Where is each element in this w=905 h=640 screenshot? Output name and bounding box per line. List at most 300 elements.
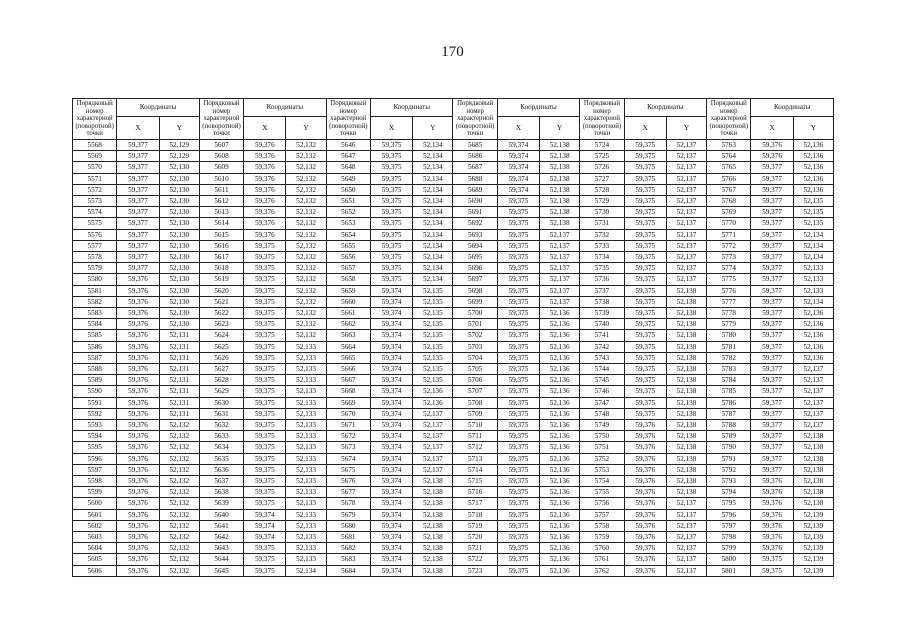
y-cell: 52,138 (666, 464, 706, 475)
point-number-cell: 5765 (707, 162, 751, 173)
point-number-cell: 5593 (73, 420, 117, 431)
point-number-cell: 5620 (199, 285, 243, 296)
x-cell: 59,375 (371, 240, 413, 251)
y-cell: 52,137 (666, 162, 706, 173)
y-cell: 52,136 (540, 554, 580, 565)
x-cell: 59,375 (497, 229, 539, 240)
y-cell: 52,130 (159, 207, 199, 218)
x-cell: 59,375 (624, 397, 666, 408)
x-cell: 59,377 (117, 139, 159, 150)
point-number-cell: 5717 (453, 498, 497, 509)
x-cell: 59,375 (624, 296, 666, 307)
y-cell: 52,132 (159, 532, 199, 543)
x-cell: 59,374 (371, 442, 413, 453)
y-cell: 52,138 (793, 487, 833, 498)
y-cell: 52,137 (793, 375, 833, 386)
point-number-cell: 5801 (707, 565, 751, 576)
x-cell: 59,374 (371, 408, 413, 419)
table-row (73, 509, 834, 520)
x-cell: 59,375 (244, 408, 286, 419)
x-cell: 59,376 (624, 487, 666, 498)
table-row (73, 420, 834, 431)
coordinates-header: Координаты (751, 99, 834, 117)
y-cell: 52,131 (159, 386, 199, 397)
point-number-cell: 5727 (580, 173, 624, 184)
point-number-cell: 5774 (707, 263, 751, 274)
y-cell: 52,136 (540, 453, 580, 464)
point-number-cell: 5787 (707, 408, 751, 419)
x-cell: 59,374 (371, 330, 413, 341)
point-number-cell: 5782 (707, 352, 751, 363)
x-cell: 59,377 (751, 252, 793, 263)
point-number-cell: 5674 (326, 453, 370, 464)
point-number-cell: 5608 (199, 151, 243, 162)
point-number-cell: 5734 (580, 252, 624, 263)
y-cell: 52,129 (159, 151, 199, 162)
y-cell: 52,136 (540, 375, 580, 386)
x-cell: 59,374 (371, 543, 413, 554)
point-number-cell: 5597 (73, 464, 117, 475)
point-number-cell: 5714 (453, 464, 497, 475)
y-cell: 52,130 (159, 252, 199, 263)
y-cell: 52,138 (540, 139, 580, 150)
y-cell: 52,136 (540, 532, 580, 543)
point-number-cell: 5619 (199, 274, 243, 285)
y-cell: 52,139 (793, 565, 833, 576)
x-cell: 59,377 (751, 285, 793, 296)
point-number-cell: 5621 (199, 296, 243, 307)
y-cell: 52,136 (540, 565, 580, 576)
x-cell: 59,377 (751, 207, 793, 218)
x-cell: 59,375 (497, 330, 539, 341)
y-cell: 52,134 (413, 184, 453, 195)
point-number-cell: 5791 (707, 453, 751, 464)
x-cell: 59,375 (497, 207, 539, 218)
point-number-cell: 5628 (199, 375, 243, 386)
y-cell: 52,137 (793, 397, 833, 408)
point-number-cell: 5724 (580, 139, 624, 150)
y-cell: 52,133 (286, 408, 326, 419)
point-number-cell: 5680 (326, 520, 370, 531)
point-number-header: Порядковый номер характерной (поворотной) точки (73, 99, 117, 140)
table-row (73, 173, 834, 184)
x-cell: 59,376 (244, 218, 286, 229)
point-number-cell: 5605 (73, 554, 117, 565)
y-cell: 52,139 (793, 520, 833, 531)
x-cell: 59,377 (751, 195, 793, 206)
x-cell: 59,377 (751, 341, 793, 352)
table-row (73, 285, 834, 296)
coordinates-header: Координаты (624, 99, 706, 117)
y-header: Y (286, 116, 326, 139)
y-cell: 52,134 (413, 263, 453, 274)
point-number-cell: 5636 (199, 464, 243, 475)
table-body (73, 139, 834, 576)
point-number-cell: 5740 (580, 319, 624, 330)
y-cell: 52,138 (666, 431, 706, 442)
x-cell: 59,377 (751, 397, 793, 408)
point-number-cell: 5576 (73, 229, 117, 240)
point-number-cell: 5716 (453, 487, 497, 498)
y-cell: 52,138 (666, 308, 706, 319)
y-cell: 52,134 (286, 565, 326, 576)
x-cell: 59,377 (751, 274, 793, 285)
x-cell: 59,375 (244, 476, 286, 487)
y-cell: 52,130 (159, 263, 199, 274)
x-cell: 59,377 (117, 207, 159, 218)
point-number-cell: 5577 (73, 240, 117, 251)
y-cell: 52,138 (666, 364, 706, 375)
point-number-cell: 5700 (453, 308, 497, 319)
x-cell: 59,374 (371, 498, 413, 509)
y-cell: 52,137 (540, 263, 580, 274)
point-number-cell: 5645 (199, 565, 243, 576)
y-cell: 52,134 (413, 218, 453, 229)
point-number-cell: 5574 (73, 207, 117, 218)
point-number-cell: 5660 (326, 296, 370, 307)
y-cell: 52,130 (159, 240, 199, 251)
point-number-cell: 5746 (580, 386, 624, 397)
point-number-cell: 5643 (199, 543, 243, 554)
x-cell: 59,375 (244, 319, 286, 330)
y-cell: 52,134 (793, 240, 833, 251)
point-number-cell: 5606 (73, 565, 117, 576)
y-cell: 52,137 (540, 229, 580, 240)
y-cell: 52,136 (540, 487, 580, 498)
x-cell: 59,374 (371, 364, 413, 375)
y-cell: 52,135 (413, 296, 453, 307)
point-number-cell: 5687 (453, 162, 497, 173)
point-number-cell: 5589 (73, 375, 117, 386)
point-number-cell: 5639 (199, 498, 243, 509)
x-cell: 59,375 (371, 173, 413, 184)
x-cell: 59,377 (751, 319, 793, 330)
y-cell: 52,132 (286, 330, 326, 341)
x-cell: 59,376 (244, 139, 286, 150)
x-cell: 59,375 (244, 420, 286, 431)
x-cell: 59,376 (117, 308, 159, 319)
point-number-cell: 5594 (73, 431, 117, 442)
y-cell: 52,133 (286, 431, 326, 442)
point-number-cell: 5631 (199, 408, 243, 419)
y-cell: 52,134 (413, 195, 453, 206)
point-number-cell: 5744 (580, 364, 624, 375)
point-number-cell: 5682 (326, 543, 370, 554)
x-cell: 59,375 (371, 252, 413, 263)
point-number-header: Порядковый номер характерной (поворотной) точки (326, 99, 370, 140)
y-cell: 52,135 (413, 285, 453, 296)
y-cell: 52,132 (286, 207, 326, 218)
page-number: 170 (441, 44, 464, 60)
table-row (73, 151, 834, 162)
point-number-cell: 5676 (326, 476, 370, 487)
table-row (73, 464, 834, 475)
point-number-cell: 5742 (580, 341, 624, 352)
x-cell: 59,375 (497, 341, 539, 352)
y-cell: 52,132 (159, 509, 199, 520)
y-cell: 52,132 (159, 431, 199, 442)
table-row (73, 487, 834, 498)
x-cell: 59,376 (117, 442, 159, 453)
y-cell: 52,137 (540, 252, 580, 263)
x-cell: 59,375 (497, 386, 539, 397)
x-cell: 59,375 (371, 263, 413, 274)
y-cell: 52,130 (159, 173, 199, 184)
point-number-cell: 5795 (707, 498, 751, 509)
y-cell: 52,136 (793, 184, 833, 195)
x-header: X (371, 116, 413, 139)
x-cell: 59,375 (624, 408, 666, 419)
y-cell: 52,137 (666, 207, 706, 218)
x-cell: 59,377 (751, 375, 793, 386)
x-cell: 59,374 (371, 308, 413, 319)
x-cell: 59,375 (497, 397, 539, 408)
x-cell: 59,377 (117, 184, 159, 195)
point-number-cell: 5571 (73, 173, 117, 184)
y-cell: 52,136 (540, 330, 580, 341)
x-header: X (624, 116, 666, 139)
point-number-cell: 5698 (453, 285, 497, 296)
y-header: Y (413, 116, 453, 139)
y-cell: 52,130 (159, 296, 199, 307)
y-cell: 52,137 (666, 252, 706, 263)
point-number-cell: 5789 (707, 431, 751, 442)
x-cell: 59,374 (371, 554, 413, 565)
x-cell: 59,375 (624, 364, 666, 375)
point-number-cell: 5573 (73, 195, 117, 206)
x-cell: 59,376 (117, 375, 159, 386)
x-cell: 59,374 (371, 375, 413, 386)
point-number-cell: 5679 (326, 509, 370, 520)
point-number-cell: 5712 (453, 442, 497, 453)
point-number-cell: 5666 (326, 364, 370, 375)
table-row (73, 554, 834, 565)
point-number-cell: 5758 (580, 520, 624, 531)
y-cell: 52,132 (159, 420, 199, 431)
x-cell: 59,375 (244, 442, 286, 453)
x-cell: 59,374 (497, 184, 539, 195)
x-cell: 59,376 (117, 319, 159, 330)
point-number-cell: 5759 (580, 532, 624, 543)
y-cell: 52,132 (159, 464, 199, 475)
point-number-cell: 5673 (326, 442, 370, 453)
point-number-cell: 5691 (453, 207, 497, 218)
x-cell: 59,375 (497, 218, 539, 229)
point-number-cell: 5590 (73, 386, 117, 397)
x-cell: 59,376 (624, 498, 666, 509)
y-cell: 52,138 (413, 543, 453, 554)
x-cell: 59,375 (497, 274, 539, 285)
x-cell: 59,376 (117, 274, 159, 285)
x-cell: 59,375 (497, 364, 539, 375)
point-number-cell: 5697 (453, 274, 497, 285)
table-row (73, 252, 834, 263)
x-cell: 59,376 (117, 285, 159, 296)
x-cell: 59,374 (497, 173, 539, 184)
y-cell: 52,134 (413, 139, 453, 150)
x-cell: 59,375 (624, 375, 666, 386)
x-cell: 59,376 (624, 543, 666, 554)
point-number-cell: 5657 (326, 263, 370, 274)
x-cell: 59,375 (371, 274, 413, 285)
point-number-cell: 5651 (326, 195, 370, 206)
point-number-cell: 5654 (326, 229, 370, 240)
y-cell: 52,138 (666, 408, 706, 419)
point-number-cell: 5762 (580, 565, 624, 576)
point-number-header: Порядковый номер характерной (поворотной) точки (707, 99, 751, 140)
x-cell: 59,375 (497, 375, 539, 386)
point-number-cell: 5585 (73, 330, 117, 341)
table-row (73, 498, 834, 509)
table-row (73, 195, 834, 206)
point-number-cell: 5630 (199, 397, 243, 408)
x-cell: 59,376 (751, 532, 793, 543)
x-cell: 59,375 (624, 341, 666, 352)
y-cell: 52,138 (793, 498, 833, 509)
x-cell: 59,375 (244, 375, 286, 386)
point-number-cell: 5761 (580, 554, 624, 565)
point-number-cell: 5580 (73, 274, 117, 285)
x-cell: 59,376 (117, 554, 159, 565)
point-number-cell: 5607 (199, 139, 243, 150)
y-cell: 52,133 (286, 420, 326, 431)
point-number-cell: 5588 (73, 364, 117, 375)
y-cell: 52,132 (286, 319, 326, 330)
y-cell: 52,138 (540, 195, 580, 206)
y-cell: 52,138 (666, 296, 706, 307)
point-number-cell: 5617 (199, 252, 243, 263)
point-number-cell: 5722 (453, 554, 497, 565)
point-number-cell: 5776 (707, 285, 751, 296)
point-number-cell: 5686 (453, 151, 497, 162)
x-cell: 59,374 (371, 520, 413, 531)
y-cell: 52,138 (666, 386, 706, 397)
table-row (73, 218, 834, 229)
y-cell: 52,136 (413, 386, 453, 397)
point-number-cell: 5726 (580, 162, 624, 173)
point-number-cell: 5598 (73, 476, 117, 487)
point-number-cell: 5570 (73, 162, 117, 173)
y-cell: 52,133 (286, 375, 326, 386)
y-cell: 52,136 (540, 352, 580, 363)
point-number-cell: 5633 (199, 431, 243, 442)
x-cell: 59,375 (497, 252, 539, 263)
y-cell: 52,134 (413, 151, 453, 162)
point-number-cell: 5718 (453, 509, 497, 520)
x-cell: 59,374 (371, 487, 413, 498)
y-header: Y (666, 116, 706, 139)
y-cell: 52,134 (413, 207, 453, 218)
y-cell: 52,133 (286, 397, 326, 408)
y-cell: 52,137 (413, 442, 453, 453)
point-number-cell: 5755 (580, 487, 624, 498)
x-cell: 59,375 (624, 252, 666, 263)
point-number-cell: 5760 (580, 543, 624, 554)
y-cell: 52,137 (666, 184, 706, 195)
y-cell: 52,136 (793, 139, 833, 150)
x-cell: 59,375 (497, 487, 539, 498)
point-number-cell: 5772 (707, 240, 751, 251)
point-number-cell: 5705 (453, 364, 497, 375)
x-cell: 59,374 (497, 139, 539, 150)
point-number-cell: 5640 (199, 509, 243, 520)
y-cell: 52,133 (286, 520, 326, 531)
point-number-cell: 5768 (707, 195, 751, 206)
point-number-cell: 5693 (453, 229, 497, 240)
point-number-cell: 5618 (199, 263, 243, 274)
y-cell: 52,133 (286, 453, 326, 464)
y-cell: 52,132 (286, 184, 326, 195)
y-cell: 52,135 (413, 352, 453, 363)
y-cell: 52,138 (413, 487, 453, 498)
y-cell: 52,131 (159, 408, 199, 419)
y-cell: 52,133 (286, 352, 326, 363)
table-row (73, 442, 834, 453)
x-cell: 59,375 (624, 263, 666, 274)
x-cell: 59,375 (497, 554, 539, 565)
point-number-cell: 5699 (453, 296, 497, 307)
point-number-cell: 5629 (199, 386, 243, 397)
y-cell: 52,139 (793, 554, 833, 565)
y-cell: 52,133 (286, 487, 326, 498)
table-row (73, 240, 834, 251)
table-row (73, 543, 834, 554)
point-number-cell: 5696 (453, 263, 497, 274)
y-cell: 52,130 (159, 218, 199, 229)
x-cell: 59,376 (624, 442, 666, 453)
x-cell: 59,377 (751, 308, 793, 319)
y-cell: 52,131 (159, 364, 199, 375)
y-cell: 52,132 (286, 240, 326, 251)
point-number-cell: 5664 (326, 341, 370, 352)
y-cell: 52,137 (413, 464, 453, 475)
x-cell: 59,376 (751, 498, 793, 509)
x-header: X (497, 116, 539, 139)
point-number-cell: 5706 (453, 375, 497, 386)
x-cell: 59,377 (751, 218, 793, 229)
x-cell: 59,375 (244, 274, 286, 285)
y-cell: 52,136 (793, 151, 833, 162)
table-row (73, 375, 834, 386)
x-cell: 59,374 (371, 285, 413, 296)
y-cell: 52,137 (540, 274, 580, 285)
point-number-cell: 5665 (326, 352, 370, 363)
x-cell: 59,377 (751, 184, 793, 195)
x-cell: 59,376 (244, 229, 286, 240)
point-number-cell: 5671 (326, 420, 370, 431)
x-cell: 59,376 (624, 453, 666, 464)
x-cell: 59,375 (497, 476, 539, 487)
point-number-cell: 5624 (199, 330, 243, 341)
x-cell: 59,377 (751, 442, 793, 453)
point-number-cell: 5695 (453, 252, 497, 263)
x-cell: 59,375 (497, 352, 539, 363)
x-cell: 59,376 (751, 487, 793, 498)
x-cell: 59,375 (497, 308, 539, 319)
x-cell: 59,376 (244, 173, 286, 184)
y-cell: 52,132 (286, 195, 326, 206)
y-cell: 52,133 (793, 274, 833, 285)
point-number-cell: 5615 (199, 229, 243, 240)
point-number-cell: 5745 (580, 375, 624, 386)
x-cell: 59,375 (244, 487, 286, 498)
x-cell: 59,374 (371, 341, 413, 352)
point-number-cell: 5622 (199, 308, 243, 319)
point-number-cell: 5689 (453, 184, 497, 195)
point-number-cell: 5715 (453, 476, 497, 487)
x-header: X (751, 116, 793, 139)
point-number-cell: 5625 (199, 341, 243, 352)
